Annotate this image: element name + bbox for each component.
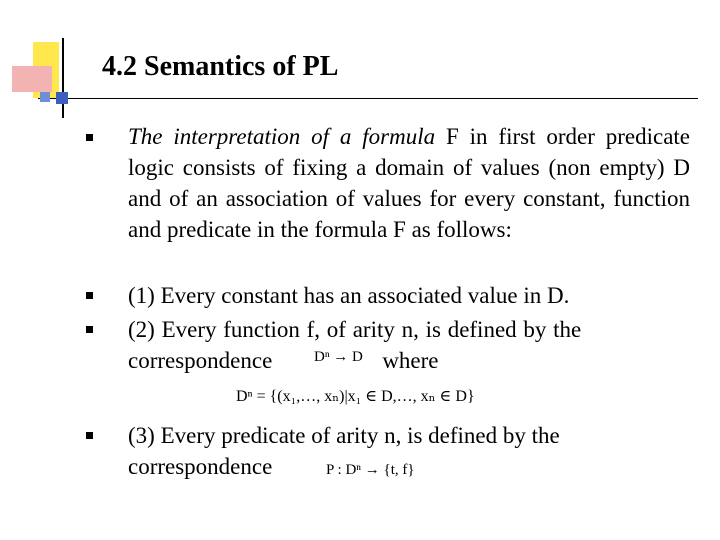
bullet-marker bbox=[86, 292, 93, 299]
bullet-text-where: where bbox=[382, 348, 439, 373]
formula-predicate-map: P : Dⁿ → {t, f} bbox=[326, 462, 415, 478]
slide-title: 4.2 Semantics of PL bbox=[102, 51, 339, 82]
formula-domain-definition: Dⁿ = {(x₁,…, xₙ)|x₁ ∈ D,…, xₙ ∈ D} bbox=[236, 388, 475, 405]
title-underline bbox=[38, 98, 698, 99]
decor-vertical-line bbox=[62, 38, 64, 118]
bullet-marker bbox=[86, 326, 93, 333]
bullet-text: F in first order predicate logic consists of fixing a domain of values (non empty) D and of an association of values for every constant, function and predicate in the formula F as follows: bbox=[128, 124, 690, 242]
bullet-constants: (1) Every constant has an associated value in D. bbox=[128, 283, 570, 308]
decor-blue-square bbox=[56, 92, 68, 104]
bullet-interpretation bbox=[128, 121, 690, 245]
bullet-functions bbox=[128, 314, 678, 376]
bullet-italic-lead: The interpretation of a formula bbox=[128, 124, 436, 149]
formula-function-map: Dⁿ → D bbox=[314, 349, 363, 365]
decor-pink-square bbox=[12, 66, 52, 92]
bullet-marker bbox=[86, 432, 93, 439]
bullet-predicates: (3) Every predicate of arity n, is defined by the correspondence bbox=[128, 423, 560, 479]
decor-blue-square-small bbox=[40, 92, 50, 102]
bullet-marker bbox=[86, 134, 93, 141]
bullet-text: (2) Every function f, of arity n, is defined by the correspondence bbox=[128, 317, 582, 373]
